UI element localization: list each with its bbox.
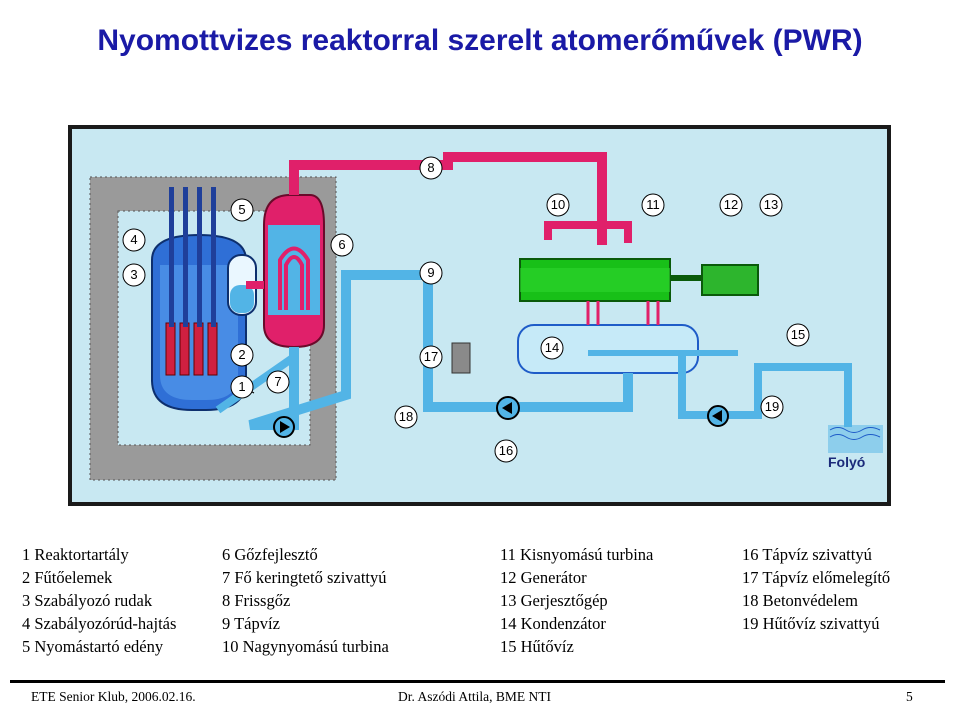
callout-4 (123, 229, 145, 251)
callout-17 (420, 346, 442, 368)
legend-column-1 (22, 543, 176, 658)
footer-divider (10, 680, 945, 683)
svg-text:17: 17 (423, 349, 439, 364)
callout-15 (787, 324, 809, 346)
legend-item: 5 Nyomástartó edény (22, 637, 164, 656)
cooling-water-pump (708, 406, 728, 426)
callout-9 (420, 262, 442, 284)
legend-item: 4 Szabályozórúd-hajtás (22, 614, 177, 633)
svg-text:14: 14 (544, 340, 560, 355)
svg-text:7: 7 (274, 374, 282, 389)
svg-text:18: 18 (398, 409, 414, 424)
svg-text:19: 19 (764, 399, 780, 414)
callout-14 (541, 337, 563, 359)
callout-7 (267, 371, 289, 393)
footer-left: ETE Senior Klub, 2006.02.16. (31, 689, 196, 704)
callout-3 (123, 264, 145, 286)
legend-column-4 (742, 543, 890, 635)
legend-item: 10 Nagynyomású turbina (222, 637, 389, 656)
legend-column-2 (222, 543, 389, 658)
svg-text:8: 8 (427, 160, 435, 175)
legend-item: 14 Kondenzátor (500, 614, 606, 633)
svg-text:6: 6 (338, 237, 346, 252)
legend-item: 8 Frissgőz (222, 591, 291, 610)
page-title: Nyomottvizes reaktorral szerelt atomerőművek (PWR) (97, 24, 863, 57)
svg-text:15: 15 (790, 327, 806, 342)
pwr-diagram (68, 125, 891, 506)
legend-item: 3 Szabályozó rudak (22, 591, 153, 610)
feedwater-pump (497, 397, 519, 419)
callout-16 (495, 440, 517, 462)
svg-text:11: 11 (646, 197, 660, 212)
legend-item: 15 Hűtővíz (500, 637, 574, 656)
callout-18 (395, 406, 417, 428)
legend-item: 7 Fő keringtető szivattyú (222, 568, 387, 587)
svg-text:3: 3 (130, 267, 138, 282)
legend-item: 16 Tápvíz szivattyú (742, 545, 872, 564)
legend-item: 2 Fűtőelemek (22, 568, 113, 587)
legend-item: 1 Reaktortartály (22, 545, 129, 564)
legend-item: 18 Betonvédelem (742, 591, 858, 610)
callout-10 (547, 194, 569, 216)
callout-12 (720, 194, 742, 216)
svg-text:4: 4 (130, 232, 138, 247)
callout-5 (231, 199, 253, 221)
callout-2 (231, 344, 253, 366)
generator (702, 265, 758, 295)
footer-center: Dr. Aszódi Attila, BME NTI (398, 689, 551, 704)
steam-generator (264, 195, 324, 347)
river-label: Folyó (828, 454, 866, 470)
legend-item: 6 Gőzfejlesztő (222, 545, 318, 564)
callout-8 (420, 157, 442, 179)
svg-text:2: 2 (238, 347, 246, 362)
legend-item: 9 Tápvíz (222, 614, 280, 633)
legend-item: 11 Kisnyomású turbina (500, 545, 654, 564)
callout-11 (642, 194, 664, 216)
svg-text:12: 12 (723, 197, 739, 212)
legend-item: 12 Generátor (500, 568, 587, 587)
callout-6 (331, 234, 353, 256)
svg-text:1: 1 (238, 379, 246, 394)
legend-item: 13 Gerjesztőgép (500, 591, 608, 610)
legend-item: 17 Tápvíz előmelegítő (742, 568, 891, 587)
page-number: 5 (906, 689, 913, 704)
svg-text:5: 5 (238, 202, 246, 217)
callout-19 (761, 396, 783, 418)
legend-column-3 (500, 543, 653, 658)
legend-item: 19 Hűtővíz szivattyú (742, 614, 880, 633)
svg-text:9: 9 (427, 265, 435, 280)
svg-text:10: 10 (550, 197, 566, 212)
svg-text:16: 16 (498, 443, 514, 458)
callout-13 (760, 194, 782, 216)
feedwater-preheater (452, 343, 470, 373)
svg-text:13: 13 (763, 197, 779, 212)
main-circulation-pump (274, 417, 294, 437)
